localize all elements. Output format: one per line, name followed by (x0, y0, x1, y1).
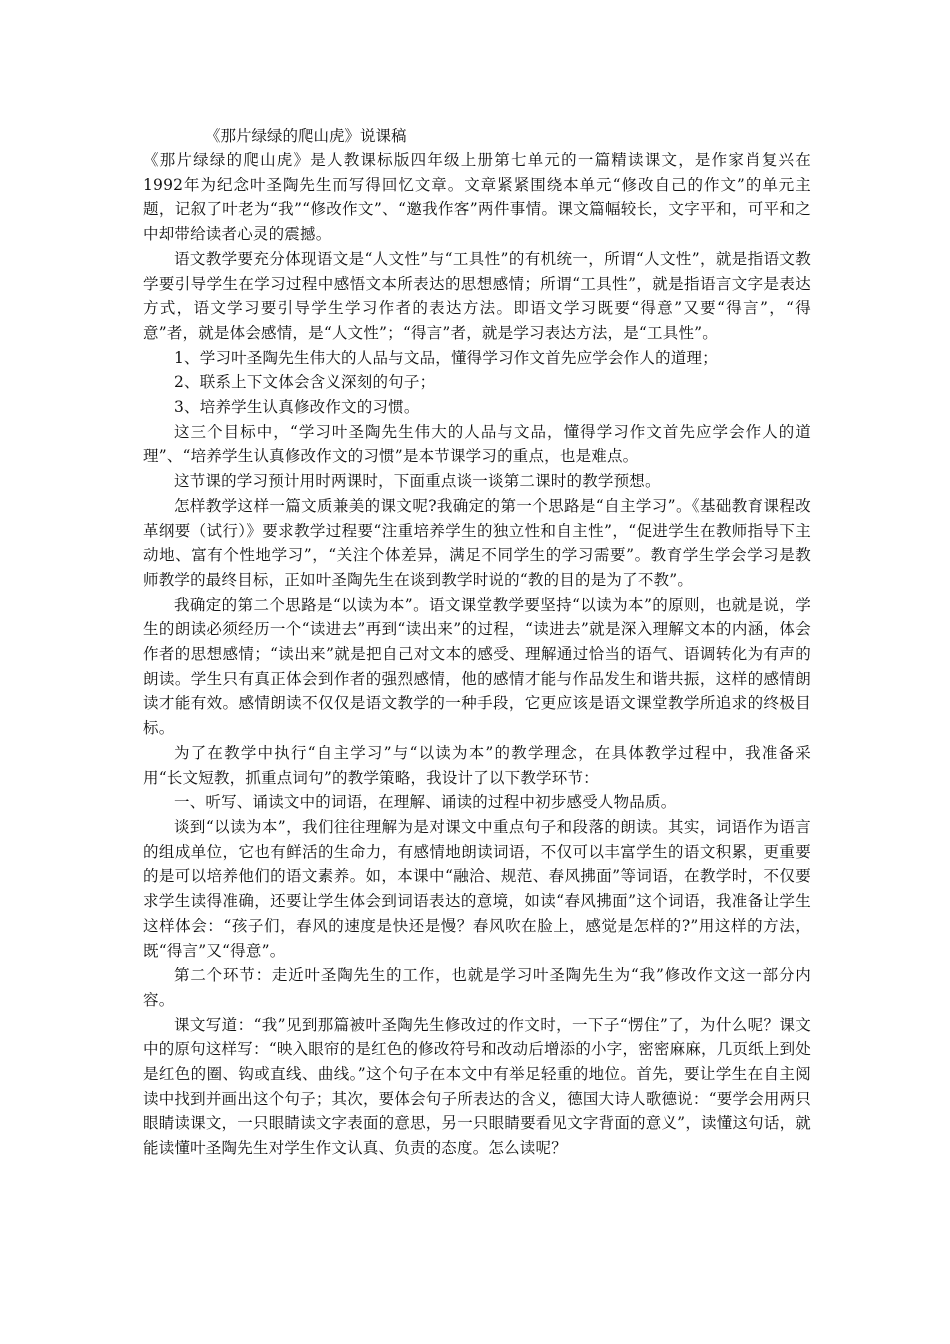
paragraph: 语文教学要充分体现语文是“人文性”与“工具性”的有机统一，所谓“人文性”，就是指语文教学要引导学生在学习过程中感悟文本所表达的思想感情；所谓“工具性”，就是指语言文字是表达方式，语文学习要引导学生学习作者的表达方法。即语文学习既要“得意”又要“得言”，“得意”者，就是体会感情，是“人文性”；“得言”者，就是学习表达方法，是“工具性”。 (143, 249, 811, 342)
document-page (143, 124, 811, 1161)
goal-item: 1、学习叶圣陶先生伟大的人品与文品，懂得学习作文首先应学会作人的道理； (174, 348, 718, 367)
paragraph: 怎样教学这样一篇文质兼美的课文呢?我确定的第一个思路是“自主学习”。《基础教育课程改革纲要（试行）》要求教学过程要“注重培养学生的独立性和自主性”，“促进学生在教师指导下主动地、富有个性地学习”，“关注个体差异，满足不同学生的学习需要”。教育学生学会学习是教师教学的最终目标，正如叶圣陶先生在谈到教学时说的“教的目的是为了不教”。 (143, 496, 811, 589)
section-heading: 一、听写、诵读文中的词语，在理解、诵读的过程中初步感受人物品质。 (174, 793, 677, 812)
paragraph: 我确定的第二个思路是“以读为本”。语文课堂教学要坚持“以读为本”的原则，也就是说，学生的朗读必须经历一个“读进去”再到“读出来”的过程，“读进去”就是深入理解文本的内涵，体会作者的思想感情；“读出来”就是把自己对文本的感受、理解通过恰当的语气、语调转化为有声的朗读。学生只有真正体会到作者的强烈感情，他的感情才能与作品发生和谐共振，这样的感情朗读才能有效。感情朗读不仅仅是语文教学的一种手段，它更应该是语文课堂教学所追求的终极目标。 (143, 595, 811, 738)
paragraph: 谈到“以读为本”，我们往往理解为是对课文中重点句子和段落的朗读。其实，词语作为语言的组成单位，它也有鲜活的生命力，有感情地朗读词语，不仅可以丰富学生的语文积累，更重要的是可以培养他们的语文素养。如，本课中“融洽、规范、春风拂面”等词语，在教学时，不仅要求学生读得准确，还要让学生体会到词语表达的意境，如读“春风拂面”这个词语，我准备让学生这样体会：“孩子们，春风的速度是快还是慢？春风吹在脸上，感觉是怎样的?”用这样的方法，既“得言”又“得意”。 (143, 817, 811, 960)
paragraph: 这三个目标中，“学习叶圣陶先生伟大的人品与文品，懂得学习作文首先应学会作人的道理”、“培养学生认真修改作文的习惯”是本节课学习的重点，也是难点。 (143, 422, 811, 466)
goal-item: 2、联系上下文体会含义深刻的句子； (174, 373, 436, 392)
paragraph: 这节课的学习预计用时两课时，下面重点谈一谈第二课时的教学预想。 (174, 472, 661, 491)
paragraph: 第二个环节：走近叶圣陶先生的工作，也就是学习叶圣陶先生为“我”修改作文这一部分内容。 (143, 966, 811, 1009)
paragraph: 课文写道：“我”见到那篇被叶圣陶先生修改过的作文时，一下子“愣住”了，为什么呢？课文中的原句这样写：“映入眼帘的是红色的修改符号和改动后增添的小字，密密麻麻，几页纸上到处是红色的圈、钩或直线、曲线。”这个句子在本文中有举足轻重的地位。首先，要让学生在自主阅读中找到并画出这个句子；其次，要体会句子所表达的含义，德国大诗人歌德说：“要学会用两只眼睛读课文，一只眼睛读文字表面的意思，另一只眼睛要看见文字背面的意义”，读懂这句话，就能读懂叶圣陶先生对学生作文认真、负责的态度。怎么读呢？ (143, 1015, 811, 1158)
document-title: 《那片绿绿的爬山虎》说课稿 (205, 127, 407, 145)
paragraph: 为了在教学中执行“自主学习”与“以读为本”的教学理念，在具体教学过程中，我准备采用“长文短教，抓重点词句”的教学策略，我设计了以下教学环节： (143, 743, 811, 787)
paragraph: 《那片绿绿的爬山虎》是人教课标版四年级上册第七单元的一篇精读课文，是作家肖复兴在1992年为纪念叶圣陶先生而写得回忆文章。文章紧紧围绕本单元“修改自己的作文”的单元主题，记叙了叶老为“我”“修改作文”、“邀我作客”两件事情。课文篇幅较长，文字平和，可平和之中却带给读者心灵的震撼。 (143, 151, 811, 244)
goal-item: 3、培养学生认真修改作文的习惯。 (174, 398, 420, 417)
